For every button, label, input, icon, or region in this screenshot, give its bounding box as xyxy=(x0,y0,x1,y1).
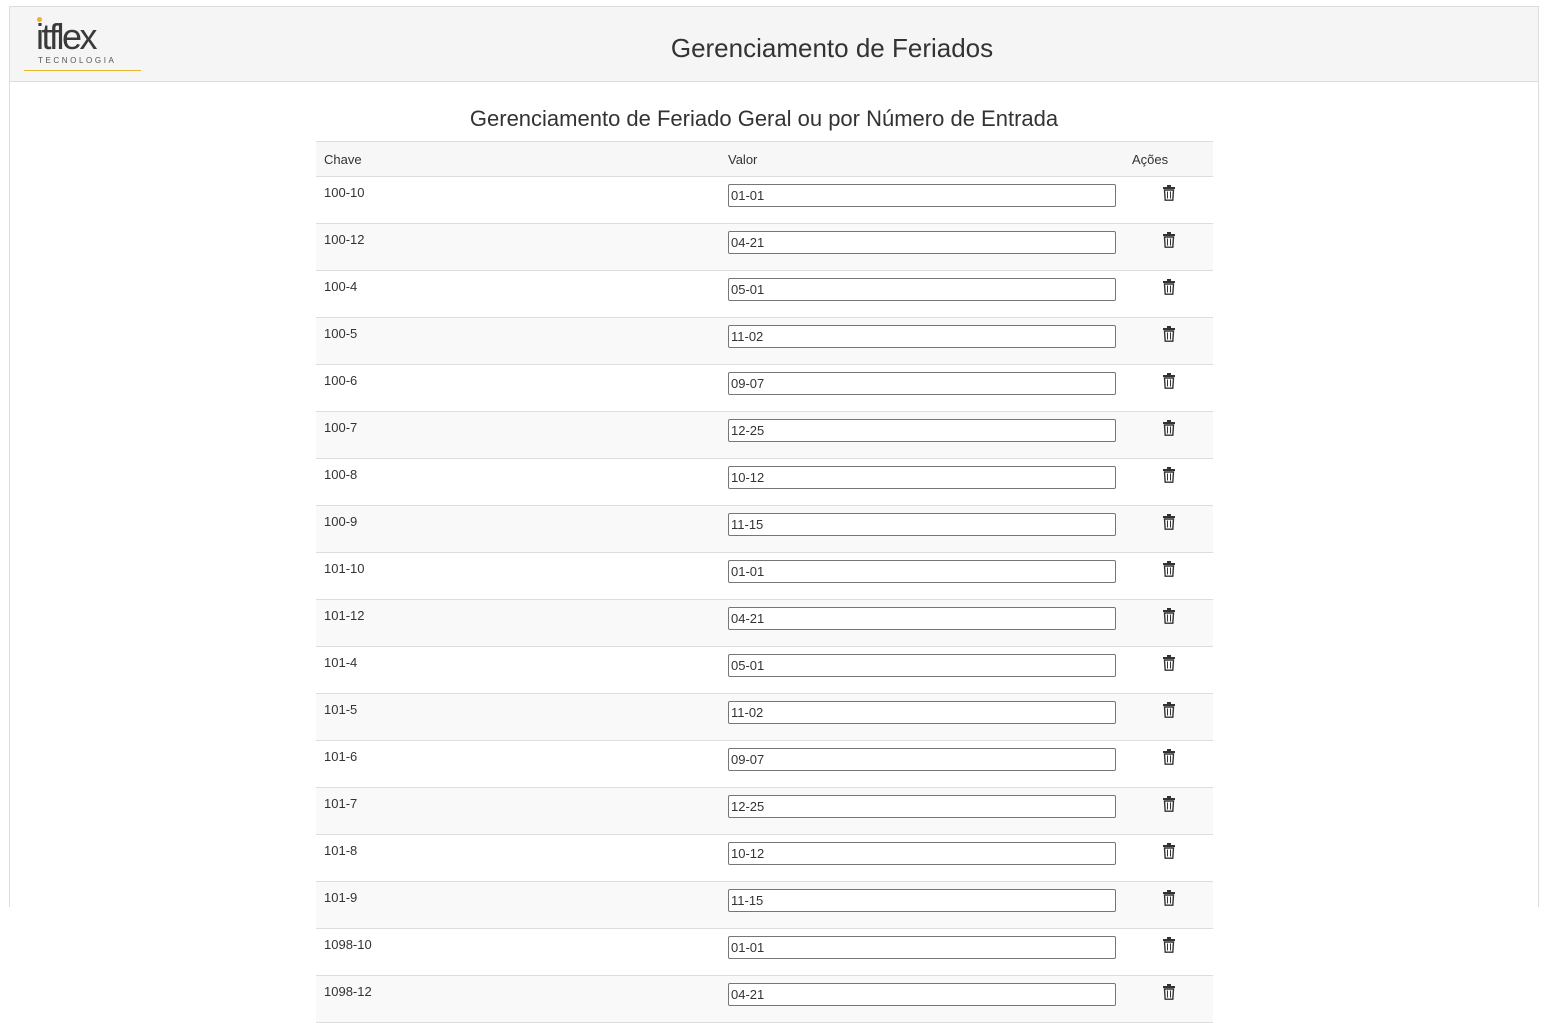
holidays-table xyxy=(316,141,1213,1023)
row-key: 101-8 xyxy=(316,835,720,882)
row-value-input[interactable] xyxy=(728,278,1116,301)
row-actions xyxy=(1124,459,1213,506)
table-header-row xyxy=(316,142,1213,177)
row-value-input[interactable] xyxy=(728,466,1116,489)
row-actions xyxy=(1124,600,1213,647)
table-row xyxy=(316,976,1213,1023)
row-actions xyxy=(1124,271,1213,318)
trash-icon[interactable] xyxy=(1162,984,1176,1000)
row-key: 101-7 xyxy=(316,788,720,835)
table-row xyxy=(316,271,1213,318)
row-value-input[interactable] xyxy=(728,654,1116,677)
table-row xyxy=(316,553,1213,600)
row-actions xyxy=(1124,694,1213,741)
row-value-input[interactable] xyxy=(728,889,1116,912)
trash-icon[interactable] xyxy=(1162,937,1176,953)
column-header-actions: Ações xyxy=(1124,142,1213,177)
trash-icon[interactable] xyxy=(1162,420,1176,436)
row-key: 100-10 xyxy=(316,177,720,224)
row-value-input[interactable] xyxy=(728,748,1116,771)
table-row xyxy=(316,459,1213,506)
trash-icon[interactable] xyxy=(1162,890,1176,906)
trash-icon[interactable] xyxy=(1162,608,1176,624)
row-actions xyxy=(1124,224,1213,271)
row-key: 100-9 xyxy=(316,506,720,553)
column-header-value: Valor xyxy=(720,142,1124,177)
row-value-input[interactable] xyxy=(728,560,1116,583)
row-actions xyxy=(1124,365,1213,412)
table-row xyxy=(316,506,1213,553)
row-value-cell xyxy=(720,224,1124,271)
row-value-input[interactable] xyxy=(728,607,1116,630)
table-row xyxy=(316,788,1213,835)
page-title: Gerenciamento de Feriados xyxy=(670,33,994,63)
table-row xyxy=(316,412,1213,459)
row-value-cell xyxy=(720,694,1124,741)
trash-icon[interactable] xyxy=(1162,749,1176,765)
row-value-cell xyxy=(720,788,1124,835)
row-value-input[interactable] xyxy=(728,372,1116,395)
row-actions xyxy=(1124,553,1213,600)
trash-icon[interactable] xyxy=(1162,655,1176,671)
table-row xyxy=(316,600,1213,647)
row-value-cell xyxy=(720,459,1124,506)
table-row xyxy=(316,929,1213,976)
trash-icon[interactable] xyxy=(1162,702,1176,718)
trash-icon[interactable] xyxy=(1162,279,1176,295)
row-key: 100-6 xyxy=(316,365,720,412)
row-value-cell xyxy=(720,835,1124,882)
table-row xyxy=(316,177,1213,224)
row-value-cell xyxy=(720,271,1124,318)
column-header-key: Chave xyxy=(316,142,720,177)
table-row xyxy=(316,741,1213,788)
row-value-input[interactable] xyxy=(728,701,1116,724)
row-value-cell xyxy=(720,647,1124,694)
row-value-cell xyxy=(720,506,1124,553)
row-key: 101-4 xyxy=(316,647,720,694)
row-value-cell xyxy=(720,741,1124,788)
table-row xyxy=(316,365,1213,412)
trash-icon[interactable] xyxy=(1162,514,1176,530)
table-row xyxy=(316,224,1213,271)
row-actions xyxy=(1124,929,1213,976)
row-key: 101-10 xyxy=(316,553,720,600)
row-actions xyxy=(1124,741,1213,788)
table-row xyxy=(316,318,1213,365)
row-value-input[interactable] xyxy=(728,325,1116,348)
row-value-cell xyxy=(720,976,1124,1023)
row-actions xyxy=(1124,976,1213,1023)
row-actions xyxy=(1124,318,1213,365)
logo-wordmark: itflex xyxy=(36,16,96,57)
row-key: 100-5 xyxy=(316,318,720,365)
row-key: 101-12 xyxy=(316,600,720,647)
row-value-input[interactable] xyxy=(728,936,1116,959)
row-actions xyxy=(1124,177,1213,224)
table-row xyxy=(316,835,1213,882)
row-key: 100-4 xyxy=(316,271,720,318)
row-key: 100-7 xyxy=(316,412,720,459)
row-value-cell xyxy=(720,553,1124,600)
row-key: 101-5 xyxy=(316,694,720,741)
row-actions xyxy=(1124,506,1213,553)
section-title: Gerenciamento de Feriado Geral ou por Número de Entrada xyxy=(469,106,1059,131)
row-value-input[interactable] xyxy=(728,231,1116,254)
row-value-input[interactable] xyxy=(728,184,1116,207)
logo-subtitle: TECNOLOGIA xyxy=(38,56,117,65)
row-key: 1098-10 xyxy=(316,929,720,976)
row-value-cell xyxy=(720,882,1124,929)
row-actions xyxy=(1124,647,1213,694)
table-body xyxy=(316,177,1213,1023)
table-row xyxy=(316,882,1213,929)
row-value-input[interactable] xyxy=(728,419,1116,442)
row-actions xyxy=(1124,412,1213,459)
row-actions xyxy=(1124,882,1213,929)
row-value-input[interactable] xyxy=(728,983,1116,1006)
table-row xyxy=(316,647,1213,694)
trash-icon[interactable] xyxy=(1162,561,1176,577)
row-value-cell xyxy=(720,177,1124,224)
row-actions xyxy=(1124,788,1213,835)
trash-icon[interactable] xyxy=(1162,796,1176,812)
row-value-cell xyxy=(720,365,1124,412)
trash-icon[interactable] xyxy=(1162,843,1176,859)
top-bar xyxy=(10,7,1538,82)
row-value-input[interactable] xyxy=(728,513,1116,536)
trash-icon[interactable] xyxy=(1162,232,1176,248)
row-value-cell xyxy=(720,318,1124,365)
row-key: 1098-12 xyxy=(316,976,720,1023)
row-value-input[interactable] xyxy=(728,795,1116,818)
row-value-cell xyxy=(720,412,1124,459)
row-key: 101-9 xyxy=(316,882,720,929)
row-value-input[interactable] xyxy=(728,842,1116,865)
row-key: 100-8 xyxy=(316,459,720,506)
trash-icon[interactable] xyxy=(1162,373,1176,389)
trash-icon[interactable] xyxy=(1162,326,1176,342)
table-row xyxy=(316,694,1213,741)
row-key: 101-6 xyxy=(316,741,720,788)
row-value-cell xyxy=(720,929,1124,976)
trash-icon[interactable] xyxy=(1162,467,1176,483)
row-value-cell xyxy=(720,600,1124,647)
row-actions xyxy=(1124,835,1213,882)
row-key: 100-12 xyxy=(316,224,720,271)
trash-icon[interactable] xyxy=(1162,185,1176,201)
